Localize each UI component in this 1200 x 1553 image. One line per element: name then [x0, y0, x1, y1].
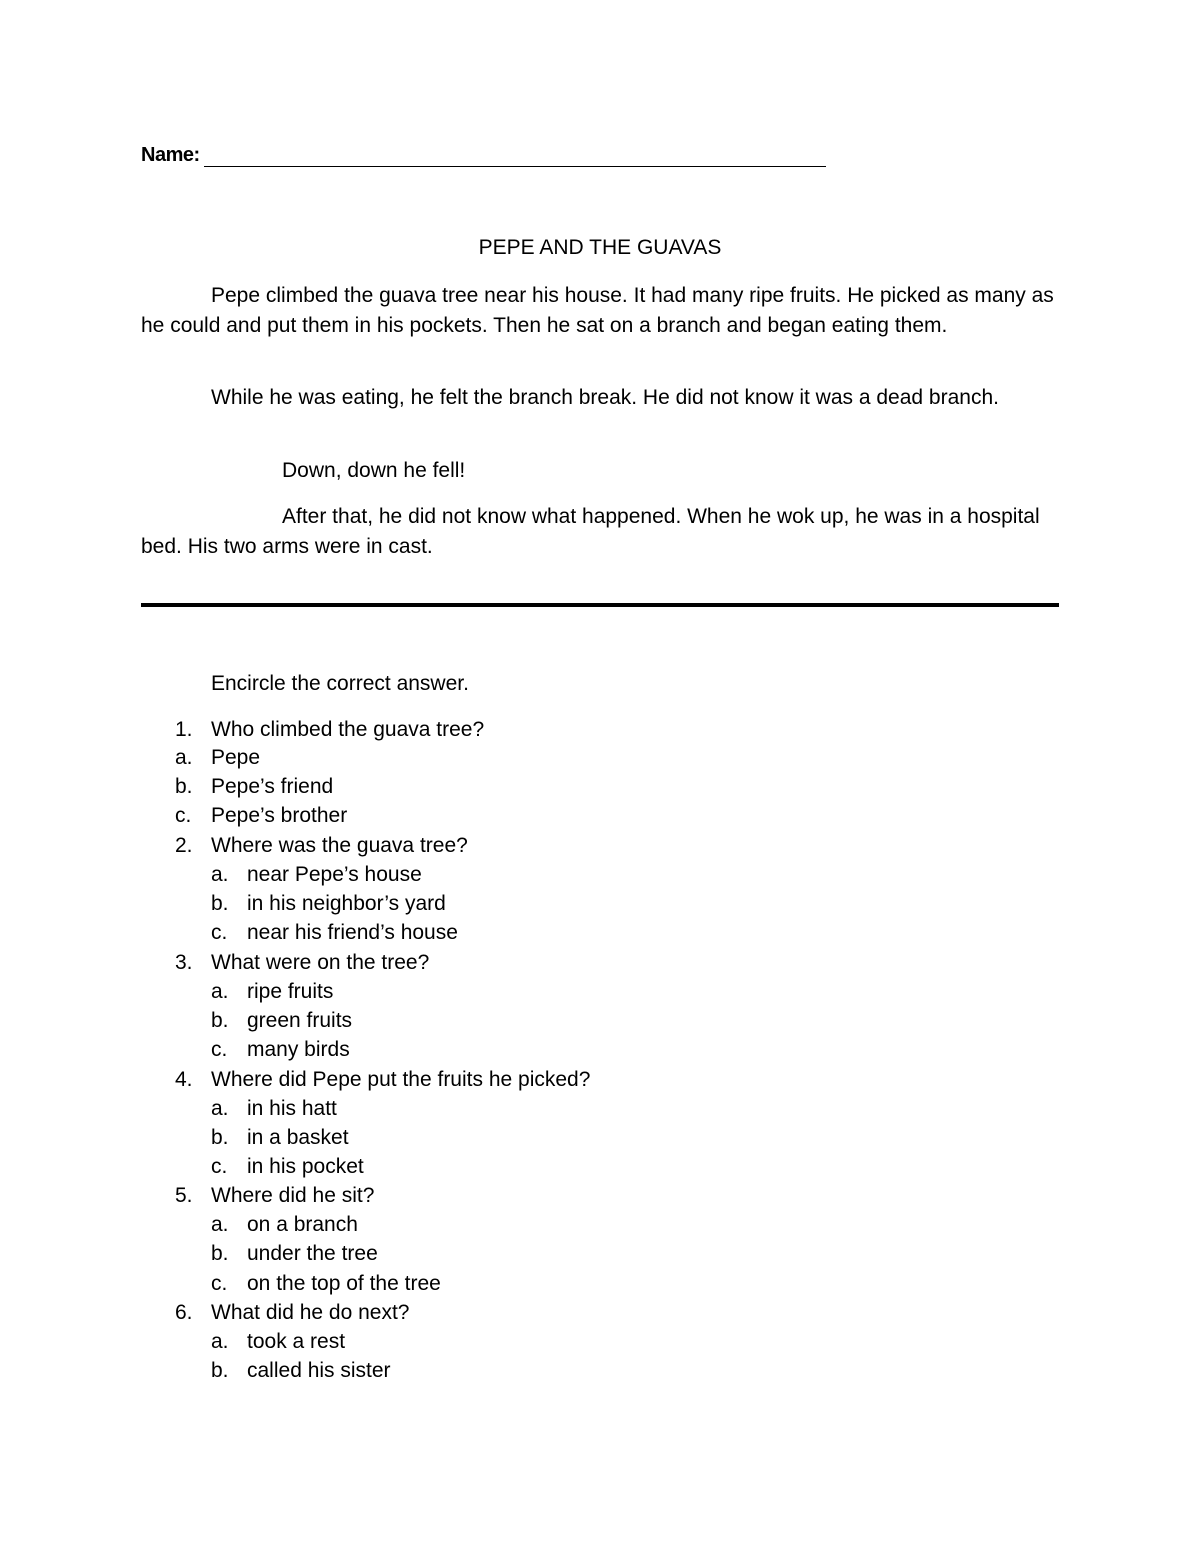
choice-letter: a. [211, 1213, 229, 1236]
question-text: What were on the tree? [211, 951, 430, 974]
choice-text[interactable]: took a rest [247, 1330, 346, 1353]
name-label: Name: [141, 144, 200, 166]
choice-text[interactable]: green fruits [247, 1009, 353, 1032]
choice-text[interactable]: on the top of the tree [247, 1272, 441, 1295]
choice-letter: b. [175, 775, 193, 798]
choice-text[interactable]: Pepe [211, 746, 261, 769]
choice-text[interactable]: ripe fruits [247, 980, 334, 1003]
choice-text[interactable]: near his friend’s house [247, 921, 458, 944]
choice-letter: a. [211, 863, 229, 886]
choice-text[interactable]: near Pepe’s house [247, 863, 422, 886]
choice-letter: b. [211, 892, 229, 915]
choice-letter: b. [211, 1359, 229, 1382]
choice-letter: b. [211, 1126, 229, 1149]
story-paragraph-2: While he was eating, he felt the branch break. He did not know it was a dead branch. [211, 386, 999, 409]
question-number: 2. [175, 834, 193, 857]
choice-letter: c. [211, 1272, 228, 1295]
choice-text[interactable]: on a branch [247, 1213, 358, 1236]
question-number: 6. [175, 1301, 193, 1324]
choice-text[interactable]: in his neighbor’s yard [247, 892, 446, 915]
choice-text[interactable]: many birds [247, 1038, 350, 1061]
instruction-text: Encircle the correct answer. [211, 672, 469, 695]
question-text: Where did he sit? [211, 1184, 375, 1207]
choice-text[interactable]: in a basket [247, 1126, 349, 1149]
choice-letter: a. [211, 1330, 229, 1353]
choice-letter: c. [211, 1038, 228, 1061]
question-number: 4. [175, 1068, 193, 1091]
choice-text[interactable]: called his sister [247, 1359, 391, 1382]
choice-text[interactable]: in his pocket [247, 1155, 364, 1178]
choice-letter: b. [211, 1242, 229, 1265]
question-number: 3. [175, 951, 193, 974]
choice-text[interactable]: Pepe’s brother [211, 804, 348, 827]
story-paragraph-1: Pepe climbed the guava tree near his house. It had many ripe fruits. He picked as many as he could and put them in his pockets. Then he sat on a branch and began eating them. [141, 284, 1054, 337]
question-text: Where did Pepe put the fruits he picked? [211, 1068, 591, 1091]
choice-letter: a. [175, 746, 193, 769]
question-number: 1. [175, 718, 193, 741]
choice-letter: a. [211, 980, 229, 1003]
choice-letter: b. [211, 1009, 229, 1032]
story-paragraph-4: After that, he did not know what happened. When he wok up, he was in a hospital bed. His two arms were in cast. [141, 505, 1040, 558]
story-title: PEPE AND THE GUAVAS [478, 236, 722, 259]
question-text: Who climbed the guava tree? [211, 718, 485, 741]
question-text: Where was the guava tree? [211, 834, 468, 857]
choice-letter: c. [211, 921, 228, 944]
question-number: 5. [175, 1184, 193, 1207]
choice-text[interactable]: under the tree [247, 1242, 378, 1265]
name-blank-line[interactable] [204, 166, 826, 167]
choice-letter: c. [175, 804, 192, 827]
section-divider [141, 603, 1059, 607]
choice-letter: a. [211, 1097, 229, 1120]
choice-letter: c. [211, 1155, 228, 1178]
choice-text[interactable]: in his hatt [247, 1097, 337, 1120]
choice-text[interactable]: Pepe’s friend [211, 775, 334, 798]
question-text: What did he do next? [211, 1301, 410, 1324]
story-paragraph-3: Down, down he fell! [282, 459, 466, 482]
